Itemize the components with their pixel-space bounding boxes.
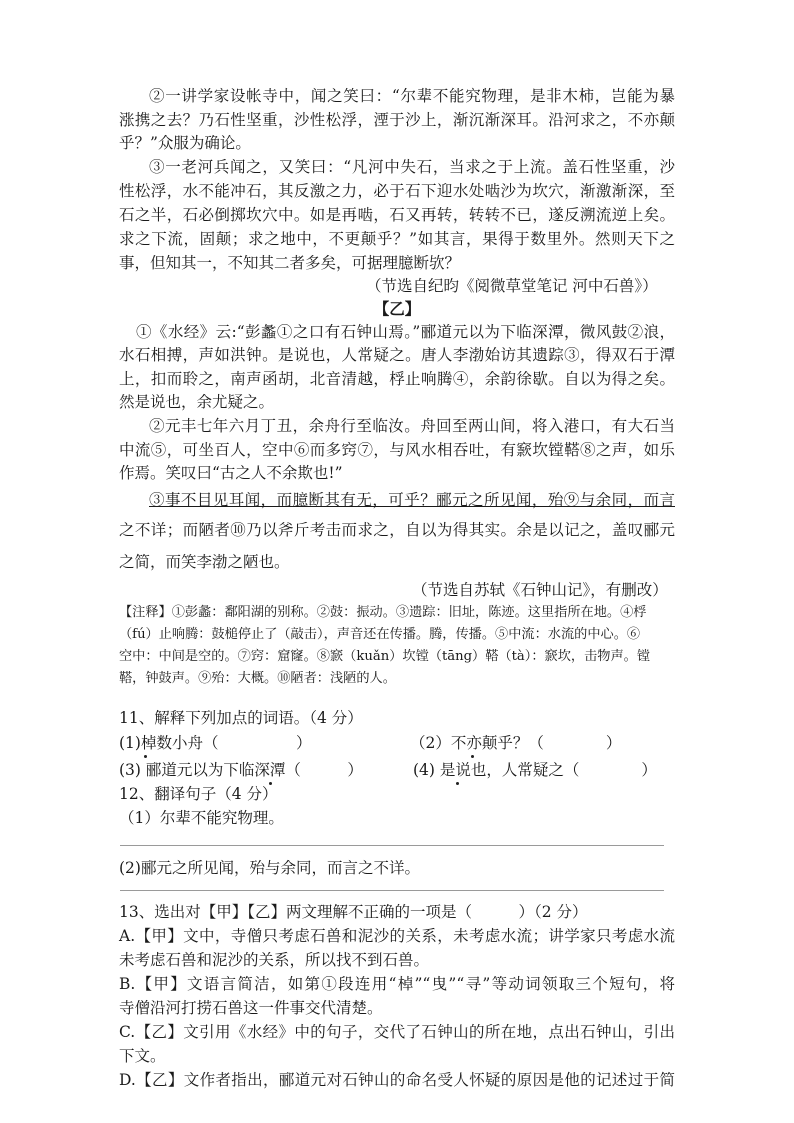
q12-title: 12、翻译句子（4 分） — [119, 785, 278, 803]
q13-line-1: A.【甲】文中，寺僧只考虑石兽和泥沙的关系，未考虑水流；讲学家只考虑水流 — [119, 927, 675, 945]
yi-heading: 【乙】 — [373, 299, 421, 318]
yi-p1-line-4: 然是说也，余尤疑之。 — [119, 393, 275, 411]
q13-title: 13、选出对【甲】【乙】两文理解不正确的一项是（ ）（2 分） — [119, 903, 588, 921]
emphasis-dot — [456, 782, 459, 785]
q13-line-3: B.【甲】文语言简洁，如第①段连用“棹”“曳”“寻”等动词领取三个短句，将 — [119, 975, 675, 993]
q11-title: 11、解释下列加点的词语。（4 分） — [119, 709, 363, 727]
yi-p3-line-2: 之不详；而陋者⑩乃以斧斤考击而求之，自以为得其实。余是以记之，盖叹郦元 — [119, 521, 675, 539]
emphasis-dot — [471, 755, 474, 758]
yi-source: （节选自苏轼《石钟山记》，有删改） — [412, 581, 668, 599]
yi-p2-line-2: 中流⑤，可坐百人，空中⑥而多窍⑦，与风水相吞吐，有窾坎镗鞳⑧之声，如乐 — [119, 441, 675, 459]
yi-p1-line-3: 上，扣而聆之，南声函胡，北音清越，桴止响腾④，余韵徐歇。自以为得之矣。 — [119, 370, 675, 388]
yi-p2-line-3: 作焉。笑叹曰“古之人不余欺也!” — [119, 464, 343, 482]
notes-line-1: 【注释】①彭蠡：鄱阳湖的别称。②鼓：振动。③遗踪：旧址，陈迹。这里指所在地。④桴 — [119, 605, 647, 620]
q13-line-4: 寺僧沿河打捞石兽这一件事交代清楚。 — [119, 999, 383, 1017]
jia-p3-line-2: 性松浮，水不能冲石，其反激之力，必于石下迎水处啮沙为坎穴，渐激渐深，至 — [119, 182, 675, 200]
jia-p2-line-3: 乎？”众服为确论。 — [119, 134, 251, 152]
yi-p1-line-1: ①《水经》云:“彭蠡①之口有石钟山焉。”郦道元以为下临深潭，微风鼓②浪， — [136, 323, 675, 341]
q13-line-2: 未考虑石兽和泥沙的关系，所以找不到石兽。 — [119, 951, 430, 969]
q13-line-6: 下文。 — [119, 1047, 166, 1065]
yi-p3-line-1: ③事不目见耳闻，而臆断其有无，可乎？郦元之所见闻，殆⑨与余同，而言 — [149, 491, 675, 509]
jia-p3-line-4: 求之下流，固颠；求之地中，不更颠乎？”如其言，果得于数里外。然则天下之 — [119, 230, 675, 248]
yi-p1-line-2: 水石相搏，声如洪钟。是说也，人常疑之。唐人李渤始访其遗踪③，得双石于潭 — [119, 346, 675, 364]
q13-line-7: D.【乙】文作者指出，郦道元对石钟山的命名受人怀疑的原因是他的记述过于简 — [119, 1071, 675, 1089]
yi-p2-line-1: ②元丰七年六月丁丑，余舟行至临汝。舟回至两山间，将入港口，有大石当 — [149, 417, 675, 435]
q12-sentence-2: (2)郦元之所见闻，殆与余同，而言之不详。 — [119, 859, 420, 877]
q12-sentence-1: （1）尔辈不能究物理。 — [119, 809, 284, 827]
answer-line-1 — [120, 845, 664, 846]
notes-line-3: 空中：中间是空的。⑦窍：窟窿。⑧窾（kuǎn）坎镗（tāng）鞳（tà）：窾坎，击物声。镗 — [119, 649, 651, 664]
notes-line-2: （fú）止响腾：鼓槌停止了（敲击），声音还在传播。腾，传播。⑤中流：水流的中心。⑥ — [119, 627, 641, 642]
answer-line-2 — [120, 890, 664, 891]
q11-item-2: （2）不亦颠乎？（ ） — [410, 734, 622, 752]
jia-p2-line-2: 涨携之去？乃石性坚重，沙性松浮，湮于沙上，渐沉渐深耳。沿河求之，不亦颠 — [119, 111, 675, 129]
jia-source: （节选自纪昀《阅微草堂笔记 河中石兽》） — [366, 277, 658, 295]
q13-line-5: C.【乙】文引用《水经》中的句子，交代了石钟山的所在地，点出石钟山，引出 — [119, 1023, 675, 1041]
jia-p3-line-1: ③一老河兵闻之，又笑曰：“凡河中失石，当求之于上流。盖石性坚重，沙 — [149, 158, 675, 176]
emphasis-dot — [144, 755, 147, 758]
jia-p2-line-1: ②一讲学家设帐寺中，闻之笑曰：“尔辈不能究物理，是非木柿，岂能为暴 — [149, 87, 675, 105]
q11-item-1: (1)棹数小舟（ ） — [119, 734, 312, 752]
q11-item-3: (3) 郦道元以为下临深潭（ ） — [119, 761, 363, 779]
notes-line-4: 鞳，钟鼓声。⑨殆：大概。⑩陋者：浅陋的人。 — [119, 671, 396, 686]
yi-p3-line-3: 之简，而笑李渤之陋也。 — [119, 553, 290, 571]
jia-p3-line-5: 事，但知其一，不知其二者多矣，可据理臆断欤？ — [119, 254, 461, 272]
jia-p3-line-3: 石之半，石必倒掷坎穴中。如是再啮，石又再转，转转不已，遂反溯流逆上矣。 — [119, 206, 675, 224]
q11-item-4: (4) 是说也，人常疑之（ ） — [413, 761, 657, 779]
